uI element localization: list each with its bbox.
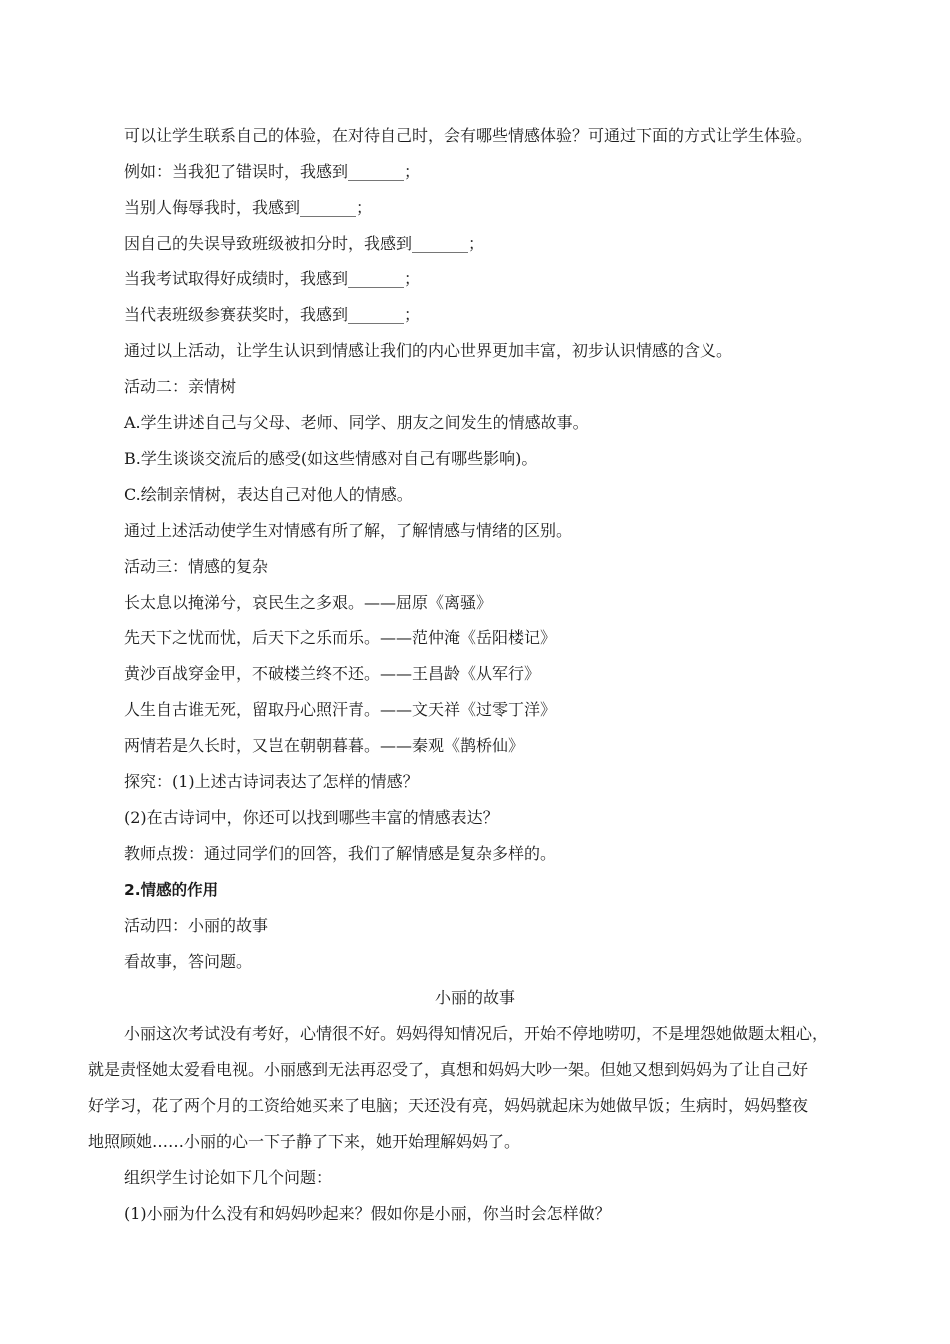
poem-line-2: 先天下之忧而忧，后天下之乐而乐。——范仲淹《岳阳楼记》 — [124, 628, 557, 647]
example-line-insult: 当别人侮辱我时，我感到_______； — [124, 198, 373, 217]
activity-four-title: 活动四：小丽的故事 — [124, 916, 269, 935]
story-line-4: 地照顾她……小丽的心一下子静了下来，她开始理解妈妈了。 — [88, 1132, 521, 1151]
example-line-mistake: 例如：当我犯了错误时，我感到_______； — [124, 162, 421, 181]
poem-line-1: 长太息以掩涕兮，哀民生之多艰。——屈原《离骚》 — [124, 593, 493, 612]
inquiry-question-2: (2)在古诗词中，你还可以找到哪些丰富的情感表达？ — [124, 808, 499, 827]
intro-paragraph: 可以让学生联系自己的体验，在对待自己时，会有哪些情感体验？可通过下面的方式让学生体验。 — [124, 126, 813, 145]
poem-line-4: 人生自古谁无死，留取丹心照汗青。——文天祥《过零丁洋》 — [124, 700, 557, 719]
discussion-question-1: (1)小丽为什么没有和妈妈吵起来？假如你是小丽，你当时会怎样做？ — [124, 1204, 611, 1223]
activity-two-item-a: A.学生讲述自己与父母、老师、同学、朋友之间发生的情感故事。 — [124, 413, 589, 432]
example-line-good-grade: 当我考试取得好成绩时，我感到_______； — [124, 269, 421, 288]
activity-three-title: 活动三：情感的复杂 — [124, 557, 269, 576]
poem-line-3: 黄沙百战穿金甲，不破楼兰终不还。——王昌龄《从军行》 — [124, 664, 541, 683]
story-line-3: 好学习，花了两个月的工资给她买来了电脑；天还没有亮，妈妈就起床为她做早饭；生病时，妈妈整夜 — [88, 1096, 809, 1115]
inquiry-question-1: 探究：(1)上述古诗词表达了怎样的情感？ — [124, 772, 419, 791]
activity-two-summary: 通过上述活动使学生对情感有所了解，了解情感与情绪的区别。 — [124, 521, 573, 540]
activity-two-item-b: B.学生谈谈交流后的感受(如这些情感对自己有哪些影响)。 — [124, 449, 538, 468]
example-line-award: 当代表班级参赛获奖时，我感到_______； — [124, 305, 421, 324]
example-line-class-penalty: 因自己的失误导致班级被扣分时，我感到_______； — [124, 234, 485, 253]
story-line-1: 小丽这次考试没有考好，心情很不好。妈妈得知情况后，开始不停地唠叨，不是埋怨她做题太粗心， — [124, 1024, 829, 1043]
instruction-line: 看故事，答问题。 — [124, 952, 253, 971]
teacher-guidance: 教师点拨：通过同学们的回答，我们了解情感是复杂多样的。 — [124, 844, 557, 863]
discussion-intro: 组织学生讨论如下几个问题： — [124, 1168, 333, 1187]
activity-two-title: 活动二：亲情树 — [124, 377, 237, 396]
activity-one-summary: 通过以上活动，让学生认识到情感让我们的内心世界更加丰富，初步认识情感的含义。 — [124, 341, 733, 360]
section-heading: 2.情感的作用 — [124, 881, 219, 899]
poem-line-5: 两情若是久长时，又岂在朝朝暮暮。——秦观《鹊桥仙》 — [124, 736, 525, 755]
story-title: 小丽的故事 — [434, 988, 515, 1007]
story-line-2: 就是责怪她太爱看电视。小丽感到无法再忍受了，真想和妈妈大吵一架。但她又想到妈妈为了让自己好 — [88, 1060, 809, 1079]
activity-two-item-c: C.绘制亲情树，表达自己对他人的情感。 — [124, 485, 413, 504]
